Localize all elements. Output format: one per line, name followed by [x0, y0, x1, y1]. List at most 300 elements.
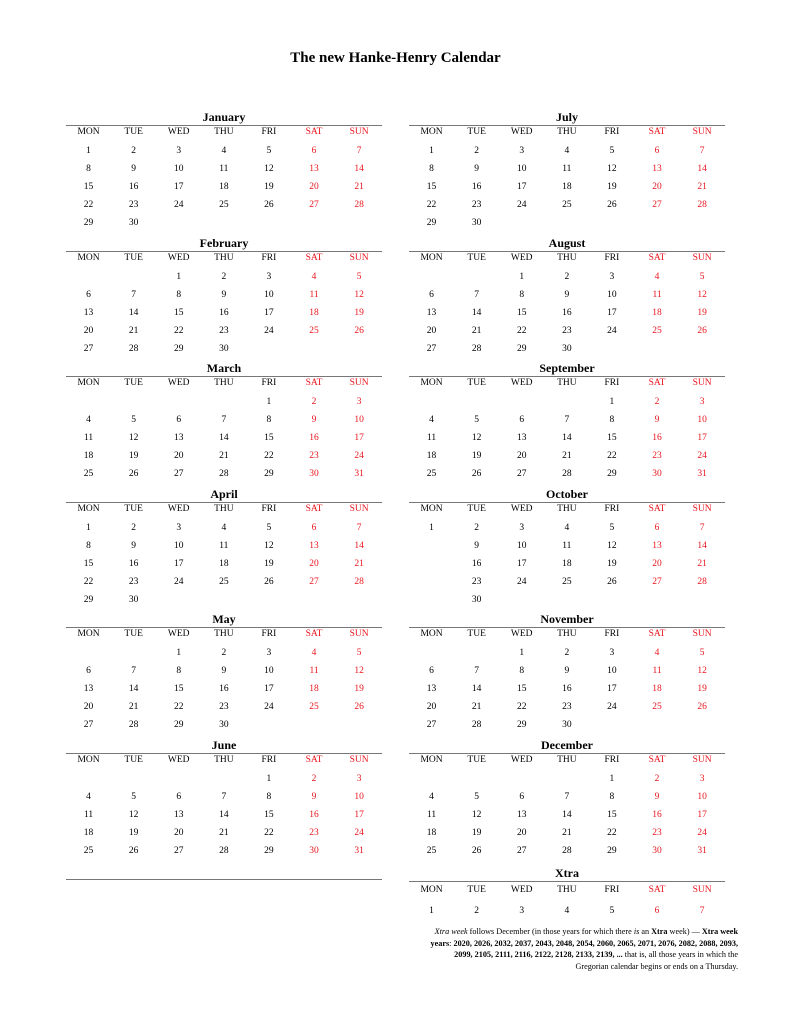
day-cell: 3: [356, 773, 362, 784]
month-november: [409, 612, 725, 738]
weekday-label: WED: [510, 754, 533, 765]
day-cell: 19: [607, 558, 617, 569]
day-cell: 17: [173, 558, 184, 569]
day-cell: 7: [564, 791, 570, 802]
day-cell: 9: [311, 415, 317, 425]
day-cell: [291, 591, 336, 609]
day-cell: 28: [562, 469, 572, 479]
day-cell: [409, 644, 454, 662]
day-cell: 6: [654, 906, 660, 916]
week-row: [66, 519, 382, 537]
day-cell: 17: [607, 307, 617, 318]
weekday-label: WED: [167, 127, 190, 137]
weekday-label: SUN: [692, 503, 712, 514]
day-cell: 15: [426, 182, 437, 192]
day-cell: [337, 340, 382, 358]
month-january: [66, 110, 382, 236]
day-cell: 8: [609, 791, 615, 802]
day-cell: 14: [471, 684, 482, 694]
day-cell: 19: [128, 827, 139, 838]
week-row: [66, 591, 382, 609]
day-cell: 27: [309, 200, 319, 210]
month-april: [66, 487, 382, 613]
weekday-label: MON: [420, 754, 443, 765]
week-row: [409, 788, 725, 806]
day-cell: 27: [426, 720, 437, 730]
day-cell: 17: [607, 684, 617, 694]
weekday-label: SUN: [349, 629, 369, 639]
weekday-label: THU: [214, 252, 234, 263]
day-cell: 20: [426, 325, 437, 336]
day-cell: 15: [516, 684, 527, 694]
day-cell: [156, 591, 201, 609]
day-cell: 27: [83, 720, 94, 730]
day-cell: 19: [471, 827, 482, 838]
day-cell: 25: [83, 845, 94, 856]
weekday-label: THU: [214, 754, 234, 765]
weekday-label: TUE: [467, 127, 486, 137]
month-name: January: [202, 110, 246, 124]
day-cell: [156, 770, 201, 788]
xtra-week: [409, 866, 725, 921]
week-row: [66, 429, 382, 447]
day-cell: 15: [83, 558, 94, 569]
day-cell: [111, 644, 156, 662]
day-cell: [246, 716, 291, 734]
day-cell: 2: [131, 146, 137, 156]
week-row: [66, 411, 382, 429]
day-cell: 1: [429, 146, 434, 156]
day-cell: 26: [471, 845, 482, 856]
month-name: April: [210, 486, 238, 501]
day-cell: 5: [474, 415, 480, 425]
week-row: [66, 465, 382, 483]
day-cell: 3: [176, 146, 182, 156]
day-cell: 7: [356, 522, 362, 533]
day-cell: 27: [516, 845, 527, 856]
day-cell: 2: [311, 773, 317, 784]
day-cell: 17: [697, 809, 707, 820]
week-row: [409, 806, 725, 824]
day-cell: 4: [654, 648, 660, 658]
day-cell: 28: [354, 576, 364, 587]
day-cell: 1: [519, 648, 525, 658]
day-cell: [291, 716, 336, 734]
day-cell: 24: [173, 200, 184, 210]
weekday-label: THU: [557, 378, 577, 388]
day-cell: 6: [429, 666, 434, 676]
weekday-label: FRI: [261, 629, 277, 639]
note-text: an: [639, 927, 652, 936]
day-cell: 13: [426, 684, 437, 694]
day-cell: 17: [516, 558, 527, 569]
weekday-label: FRI: [261, 503, 277, 514]
note-text: Xtra week years: [430, 927, 738, 948]
day-cell: [499, 770, 544, 788]
weekday-label: FRI: [604, 754, 620, 765]
week-row: [66, 268, 382, 286]
weekday-label: SAT: [305, 252, 323, 263]
day-cell: [680, 214, 725, 232]
day-cell: 22: [516, 325, 527, 336]
day-cell: 23: [562, 325, 572, 336]
week-row: [409, 716, 725, 734]
day-cell: 10: [607, 666, 617, 676]
day-cell: 16: [128, 558, 139, 569]
day-cell: 14: [471, 307, 482, 318]
day-cell: 12: [471, 433, 482, 443]
day-cell: 28: [219, 469, 229, 479]
day-cell: 31: [354, 845, 364, 856]
weekday-label: SAT: [305, 378, 323, 388]
week-row: [409, 662, 725, 680]
week-row: [409, 465, 725, 483]
day-cell: 11: [309, 666, 319, 676]
day-cell: 21: [562, 451, 572, 461]
day-cell: 30: [471, 218, 482, 228]
day-cell: 16: [652, 433, 662, 443]
month-name: December: [541, 737, 593, 752]
day-cell: 23: [128, 576, 139, 587]
day-cell: 28: [354, 200, 364, 210]
day-cell: 25: [219, 200, 229, 210]
day-cell: 30: [128, 594, 139, 605]
weekday-label: THU: [214, 378, 234, 388]
day-cell: 8: [429, 164, 434, 174]
day-cell: 2: [221, 271, 227, 282]
month-name: June: [211, 737, 237, 752]
month-february: [66, 236, 382, 362]
day-cell: 22: [83, 576, 94, 587]
day-cell: 29: [607, 469, 617, 479]
day-cell: [409, 537, 454, 555]
day-cell: 27: [652, 576, 662, 587]
weekday-label: THU: [557, 252, 577, 263]
day-cell: 14: [697, 540, 707, 551]
day-cell: 28: [697, 200, 707, 210]
week-row: [409, 178, 725, 196]
day-cell: [454, 770, 499, 788]
weekday-label: MON: [420, 503, 443, 514]
day-cell: 29: [83, 218, 94, 228]
day-cell: 16: [219, 307, 229, 318]
weekday-label: THU: [214, 127, 234, 137]
weekday-label: TUE: [467, 503, 486, 514]
day-cell: [544, 393, 589, 411]
day-cell: 25: [309, 325, 319, 336]
day-cell: 18: [219, 182, 229, 192]
day-cell: 16: [471, 182, 482, 192]
weekday-label: SAT: [305, 503, 323, 514]
day-cell: 7: [699, 522, 705, 533]
day-cell: 2: [311, 397, 317, 407]
day-cell: 18: [83, 827, 94, 838]
day-cell: 2: [564, 648, 570, 658]
weekday-label: SAT: [648, 378, 666, 388]
day-cell: 13: [516, 433, 527, 443]
day-cell: 26: [128, 469, 139, 479]
day-cell: 20: [83, 702, 94, 712]
day-cell: 24: [697, 827, 707, 838]
day-cell: 1: [609, 773, 615, 784]
day-cell: 1: [429, 906, 434, 916]
weekday-label: FRI: [604, 127, 620, 137]
month-name: July: [555, 110, 578, 124]
day-cell: 2: [474, 146, 480, 156]
day-cell: 18: [652, 684, 662, 694]
day-cell: 14: [562, 433, 572, 443]
day-cell: 26: [607, 200, 617, 210]
week-row: [409, 537, 725, 555]
weekday-label: SAT: [648, 127, 666, 137]
day-cell: 20: [173, 827, 184, 838]
day-cell: [454, 644, 499, 662]
day-cell: 1: [266, 773, 272, 784]
day-cell: 17: [173, 182, 184, 192]
day-cell: 13: [173, 809, 184, 820]
day-cell: [589, 214, 634, 232]
day-cell: 28: [128, 720, 139, 730]
day-cell: [680, 340, 725, 358]
weekday-label: TUE: [467, 252, 486, 263]
weekday-label: TUE: [124, 629, 143, 639]
day-cell: 13: [652, 164, 662, 174]
day-cell: 23: [471, 576, 482, 587]
day-cell: 23: [128, 200, 139, 210]
day-cell: 15: [264, 809, 274, 820]
day-cell: 3: [176, 522, 182, 533]
week-row: [66, 393, 382, 411]
weekday-label: SAT: [648, 754, 666, 765]
day-cell: 13: [309, 540, 319, 551]
day-cell: 30: [652, 845, 662, 856]
day-cell: 26: [697, 325, 707, 336]
weekday-label: SAT: [648, 252, 666, 263]
day-cell: 1: [86, 522, 91, 533]
day-cell: 2: [131, 522, 137, 533]
day-cell: [499, 214, 544, 232]
weekday-label: SAT: [648, 885, 666, 895]
day-cell: 7: [474, 666, 480, 676]
weekday-label: MON: [77, 378, 100, 388]
month-july: [409, 110, 725, 236]
day-cell: 12: [128, 809, 139, 820]
weekday-header: [66, 252, 382, 265]
weekday-label: MON: [77, 252, 100, 263]
day-cell: 6: [654, 522, 660, 533]
day-cell: 18: [652, 307, 662, 318]
weekday-label: TUE: [467, 754, 486, 765]
day-cell: 22: [264, 451, 274, 461]
weekday-label: SUN: [692, 754, 712, 765]
weekday-label: THU: [557, 503, 577, 514]
note-text: Xtra: [651, 927, 668, 936]
day-cell: 23: [219, 702, 229, 712]
weekday-label: THU: [214, 503, 234, 514]
weekday-label: TUE: [124, 252, 143, 263]
day-cell: 9: [131, 540, 137, 551]
day-cell: 11: [426, 809, 437, 820]
day-cell: 8: [609, 415, 615, 425]
day-cell: 17: [516, 182, 527, 192]
day-cell: 3: [609, 648, 615, 658]
day-cell: 3: [519, 906, 525, 916]
day-cell: [499, 591, 544, 609]
day-cell: 7: [474, 289, 480, 300]
day-cell: 27: [426, 343, 437, 354]
day-cell: 24: [607, 702, 617, 712]
day-cell: [409, 591, 454, 609]
month-september: [409, 361, 725, 487]
day-cell: 19: [354, 307, 364, 318]
day-cell: 20: [652, 558, 662, 569]
week-row: [409, 824, 725, 842]
day-cell: 9: [564, 666, 570, 676]
day-cell: 15: [173, 307, 184, 318]
day-cell: 17: [264, 307, 274, 318]
day-cell: 5: [266, 146, 272, 156]
day-cell: 8: [86, 164, 91, 174]
weekday-label: SAT: [305, 629, 323, 639]
weekday-label: FRI: [261, 754, 277, 765]
day-cell: 5: [474, 791, 480, 802]
day-cell: 30: [128, 218, 139, 228]
week-row: [66, 160, 382, 178]
day-cell: 12: [264, 540, 274, 551]
day-cell: [589, 340, 634, 358]
day-cell: 3: [266, 648, 272, 658]
day-cell: 14: [219, 809, 229, 820]
day-cell: 19: [354, 684, 364, 694]
day-cell: 5: [131, 415, 137, 425]
day-cell: [589, 591, 634, 609]
day-cell: 23: [309, 827, 319, 838]
day-cell: [246, 591, 291, 609]
day-cell: 3: [699, 397, 705, 407]
day-cell: 24: [354, 827, 364, 838]
day-cell: [201, 770, 246, 788]
weekday-label: WED: [510, 885, 533, 895]
day-cell: 1: [176, 648, 182, 658]
day-cell: 12: [264, 164, 274, 174]
month-name: February: [199, 235, 249, 250]
day-cell: 15: [264, 433, 274, 443]
day-cell: 18: [562, 558, 572, 569]
week-row: [66, 662, 382, 680]
day-cell: 1: [86, 146, 91, 156]
day-cell: [544, 770, 589, 788]
day-cell: [291, 214, 336, 232]
day-cell: 19: [128, 451, 139, 461]
day-cell: 11: [219, 540, 229, 551]
day-cell: 17: [354, 809, 364, 820]
day-cell: 19: [264, 558, 274, 569]
day-cell: [66, 268, 111, 286]
week-row: [66, 196, 382, 214]
day-cell: 22: [607, 451, 617, 461]
day-cell: 30: [219, 720, 229, 730]
day-cell: 12: [697, 289, 707, 300]
day-cell: 29: [173, 720, 184, 730]
day-cell: 21: [354, 558, 364, 569]
weekday-header: [409, 628, 725, 641]
day-cell: 8: [176, 666, 182, 676]
day-cell: 20: [173, 451, 184, 461]
day-cell: 4: [564, 906, 570, 916]
week-row: [66, 537, 382, 555]
weekday-label: FRI: [261, 378, 277, 388]
day-cell: 21: [219, 451, 229, 461]
day-cell: 30: [309, 845, 319, 856]
day-cell: 1: [429, 522, 434, 533]
day-cell: 20: [309, 182, 319, 192]
day-cell: 31: [354, 469, 364, 479]
day-cell: 4: [654, 271, 660, 282]
day-cell: 11: [562, 164, 572, 174]
weekday-label: TUE: [467, 629, 486, 639]
day-cell: 1: [519, 271, 525, 282]
day-cell: 27: [516, 469, 527, 479]
day-cell: 16: [652, 809, 662, 820]
day-cell: 23: [219, 325, 229, 336]
day-cell: 5: [609, 522, 615, 533]
day-cell: 1: [176, 271, 182, 282]
weekday-header: [66, 754, 382, 767]
month-name: Xtra: [555, 866, 579, 880]
day-cell: 18: [309, 307, 319, 318]
day-cell: 22: [173, 325, 184, 336]
day-cell: 24: [264, 702, 274, 712]
day-cell: 9: [564, 289, 570, 300]
day-cell: 9: [221, 289, 227, 300]
day-cell: 5: [131, 791, 137, 802]
week-row: [409, 644, 725, 662]
day-cell: 25: [219, 576, 229, 587]
day-cell: 25: [83, 469, 94, 479]
day-cell: 13: [83, 684, 94, 694]
week-row: [409, 903, 725, 921]
month-name: March: [206, 361, 242, 375]
day-cell: 1: [609, 397, 615, 407]
weekday-label: MON: [77, 754, 100, 765]
day-cell: 19: [471, 451, 482, 461]
weekday-label: WED: [167, 503, 190, 514]
day-cell: 11: [652, 289, 662, 300]
day-cell: 22: [607, 827, 617, 838]
day-cell: 14: [697, 164, 707, 174]
week-row: [409, 770, 725, 788]
day-cell: [409, 268, 454, 286]
weekday-label: SUN: [692, 378, 712, 388]
day-cell: 6: [176, 791, 182, 802]
day-cell: 4: [564, 522, 570, 533]
day-cell: 2: [654, 397, 660, 407]
day-cell: 4: [221, 522, 227, 533]
week-row: [66, 178, 382, 196]
day-cell: 24: [173, 576, 184, 587]
day-cell: 12: [471, 809, 482, 820]
day-cell: 26: [471, 469, 482, 479]
xtra-years: 2020, 2026, 2032, 2037, 2043, 2048, 2054, 2060, 2065, 2071, 2076, 2082, 2088, 2093, 2099, 2105, 2111, 2116, 2122, 2128, 2133, 2139, ...: [453, 938, 738, 959]
day-cell: 15: [173, 684, 184, 694]
day-cell: 13: [309, 164, 319, 174]
week-row: [409, 196, 725, 214]
weekday-label: WED: [510, 252, 533, 263]
month-october: [409, 487, 725, 613]
day-cell: 22: [173, 702, 184, 712]
weekday-label: SUN: [692, 252, 712, 263]
weekday-label: FRI: [604, 629, 620, 639]
